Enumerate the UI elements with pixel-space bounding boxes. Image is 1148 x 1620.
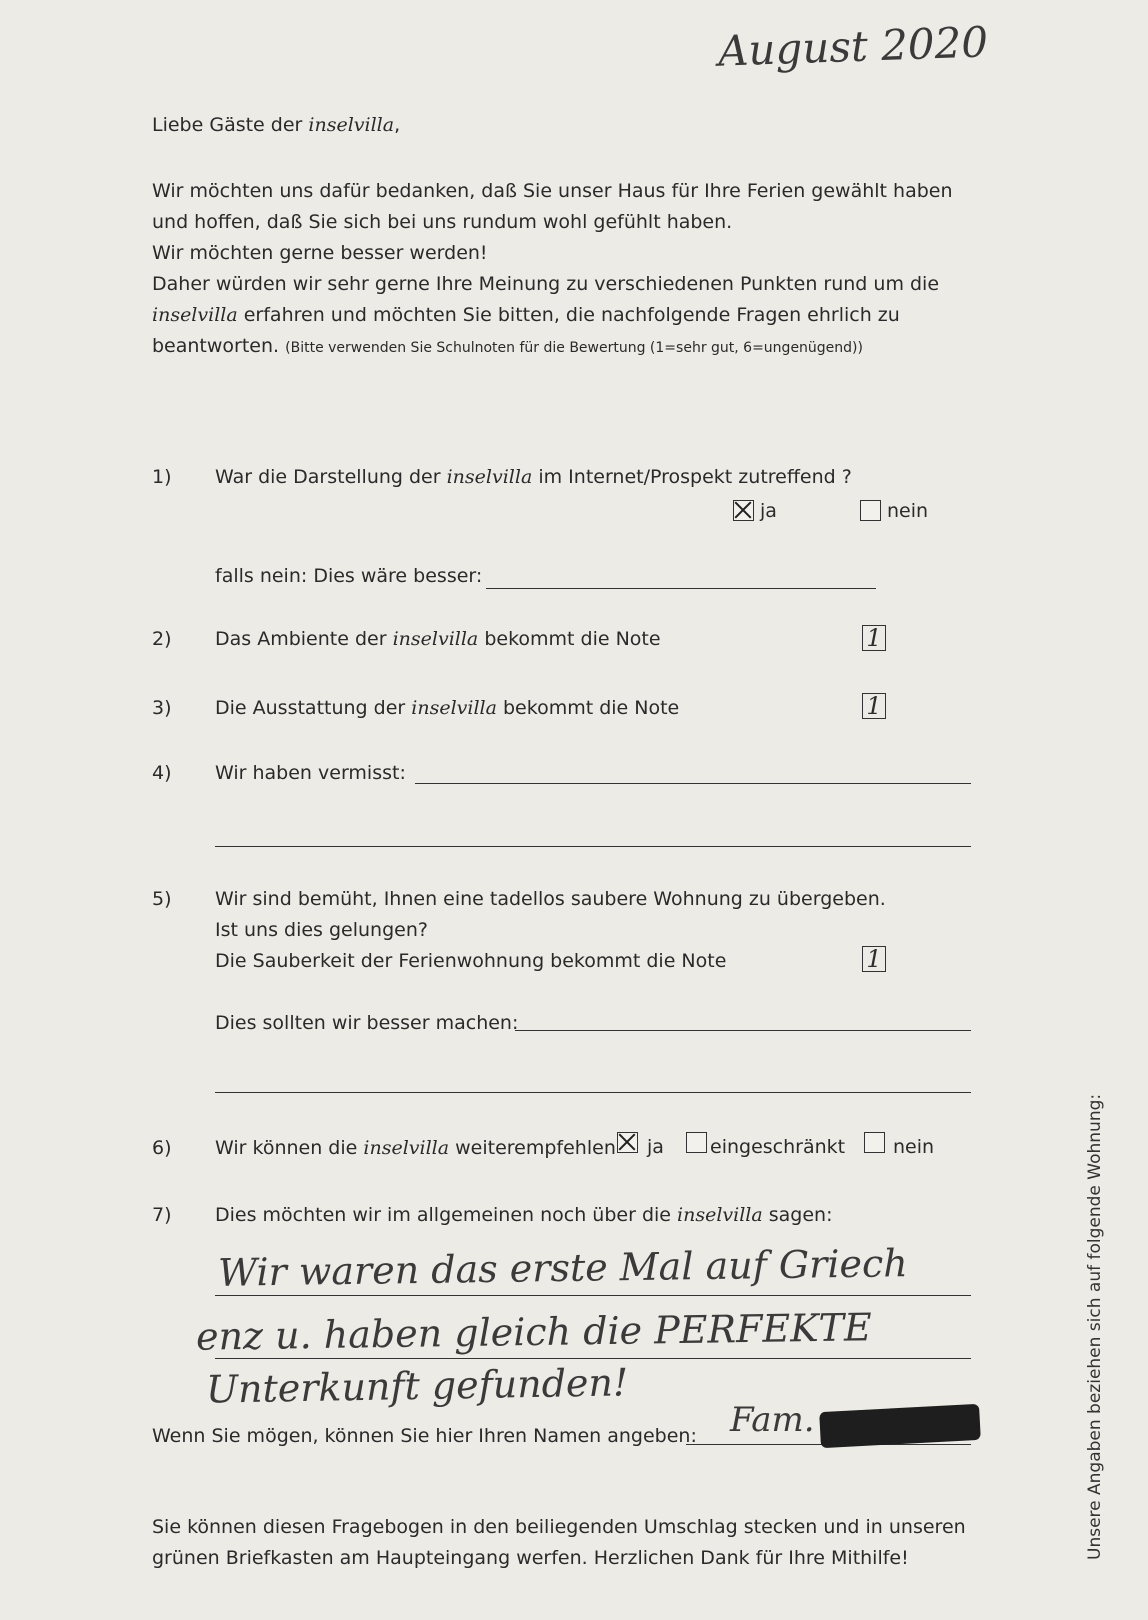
question-1-text [215,466,852,488]
question-text: im Internet/Prospekt zutreffend ? [538,466,852,488]
question-text: bekommt die Note [484,628,661,650]
q6-no-checkbox[interactable] [864,1132,885,1153]
q5-followup-label: Dies sollten wir besser machen: [215,1012,519,1034]
q7-answer-line[interactable] [215,1295,971,1296]
question-text: Dies möchten wir im allgemeinen noch über die [215,1204,671,1226]
question-5-line: Ist uns dies gelungen? [215,919,428,941]
greeting [152,114,400,136]
q5-grade-box[interactable]: 1 [862,946,886,972]
q4-answer-line[interactable] [415,783,971,784]
q6-limited-label: eingeschränkt [710,1136,846,1158]
question-text: Wir können die [215,1137,358,1159]
footer-line: grünen Briefkasten am Haupteingang werfen. Herzlichen Dank für Ihre Mithilfe! [152,1547,909,1569]
q3-grade-box[interactable]: 1 [862,693,886,719]
intro-line: Wir möchten gerne besser werden! [152,242,488,264]
footer-line: Sie können diesen Fragebogen in den beiliegenden Umschlag stecken und in unseren [152,1516,966,1538]
question-text: bekommt die Note [503,697,680,719]
greeting-prefix: Liebe Gäste der [152,114,303,136]
brand-name: inselvilla [677,1204,763,1226]
intro-line: Daher würden wir sehr gerne Ihre Meinung zu verschiedenen Punkten rund um die [152,273,940,295]
q5-answer-line[interactable] [215,1092,971,1093]
q1-followup-answer-line[interactable] [486,588,876,589]
intro-line-text: erfahren und möchten Sie bitten, die nachfolgende Fragen ehrlich zu [243,304,900,326]
question-6-text [215,1137,616,1159]
q5-answer-line[interactable] [515,1030,971,1031]
brand-name: inselvilla [363,1137,450,1159]
q1-no-label: nein [887,500,929,522]
name-handwritten: Fam. [730,1400,815,1440]
intro-line [152,331,978,364]
q6-yes-checkbox[interactable] [617,1132,638,1153]
question-number: 6) [152,1137,172,1159]
question-number: 7) [152,1204,172,1226]
q7-handwritten-answer-line: enz u. haben gleich die PERFEKTE [195,1305,872,1359]
question-5-line: Die Sauberkeit der Ferienwohnung bekommt die Note [215,950,727,972]
question-number: 4) [152,762,172,784]
question-text: sagen: [768,1204,833,1226]
brand-name: inselvilla [308,114,395,136]
question-text: War die Darstellung der [215,466,441,488]
brand-name: inselvilla [446,466,533,488]
grading-note: (Bitte verwenden Sie Schulnoten für die Bewertung (1=sehr gut, 6=ungenügend)) [285,340,863,356]
q1-yes-checkbox[interactable] [733,500,754,521]
handwritten-date: August 2020 [717,17,989,76]
question-3-text [215,697,679,719]
q1-yes-label: ja [760,500,777,522]
question-number: 2) [152,628,172,650]
q6-yes-label: ja [647,1136,664,1158]
question-2-text [215,628,661,650]
name-field-label: Wenn Sie mögen, können Sie hier Ihren Namen angeben: [152,1425,697,1447]
q7-handwritten-answer-line: Wir waren das erste Mal auf Griech [217,1241,908,1295]
q4-answer-line[interactable] [215,846,971,847]
q1-followup-label: falls nein: Dies wäre besser: [215,565,483,587]
intro-paragraph [152,176,978,364]
question-text: Das Ambiente der [215,628,387,650]
intro-line: und hoffen, daß Sie sich bei uns rundum wohl gefühlt haben. [152,211,733,233]
question-number: 1) [152,466,172,488]
question-number: 3) [152,697,172,719]
question-4-label: Wir haben vermisst: [215,762,406,784]
question-7-text [215,1204,833,1226]
greeting-suffix: , [394,114,401,136]
side-note-vertical: Unsere Angaben beziehen sich auf folgende Wohnung: [1085,1093,1105,1560]
q6-limited-checkbox[interactable] [686,1132,707,1153]
question-text: weiterempfehlen [455,1137,616,1159]
intro-line: Wir möchten uns dafür bedanken, daß Sie unser Haus für Ihre Ferien gewählt haben [152,180,953,202]
brand-name: inselvilla [411,697,497,719]
q2-grade-box[interactable]: 1 [862,625,886,651]
brand-name: inselvilla [152,304,238,326]
question-5-line: Wir sind bemüht, Ihnen eine tadellos saubere Wohnung zu übergeben. [215,888,886,910]
redacted-name-block [819,1404,981,1448]
question-text: Die Ausstattung der [215,697,406,719]
q6-no-label: nein [893,1136,935,1158]
intro-line-text: beantworten. [152,335,280,357]
question-number: 5) [152,888,172,910]
q1-no-checkbox[interactable] [860,500,881,521]
q7-handwritten-answer-line: Unterkunft gefunden! [205,1360,629,1412]
q7-answer-line[interactable] [215,1358,971,1359]
footer-paragraph [152,1512,978,1574]
intro-line [152,300,978,331]
brand-name: inselvilla [392,628,479,650]
